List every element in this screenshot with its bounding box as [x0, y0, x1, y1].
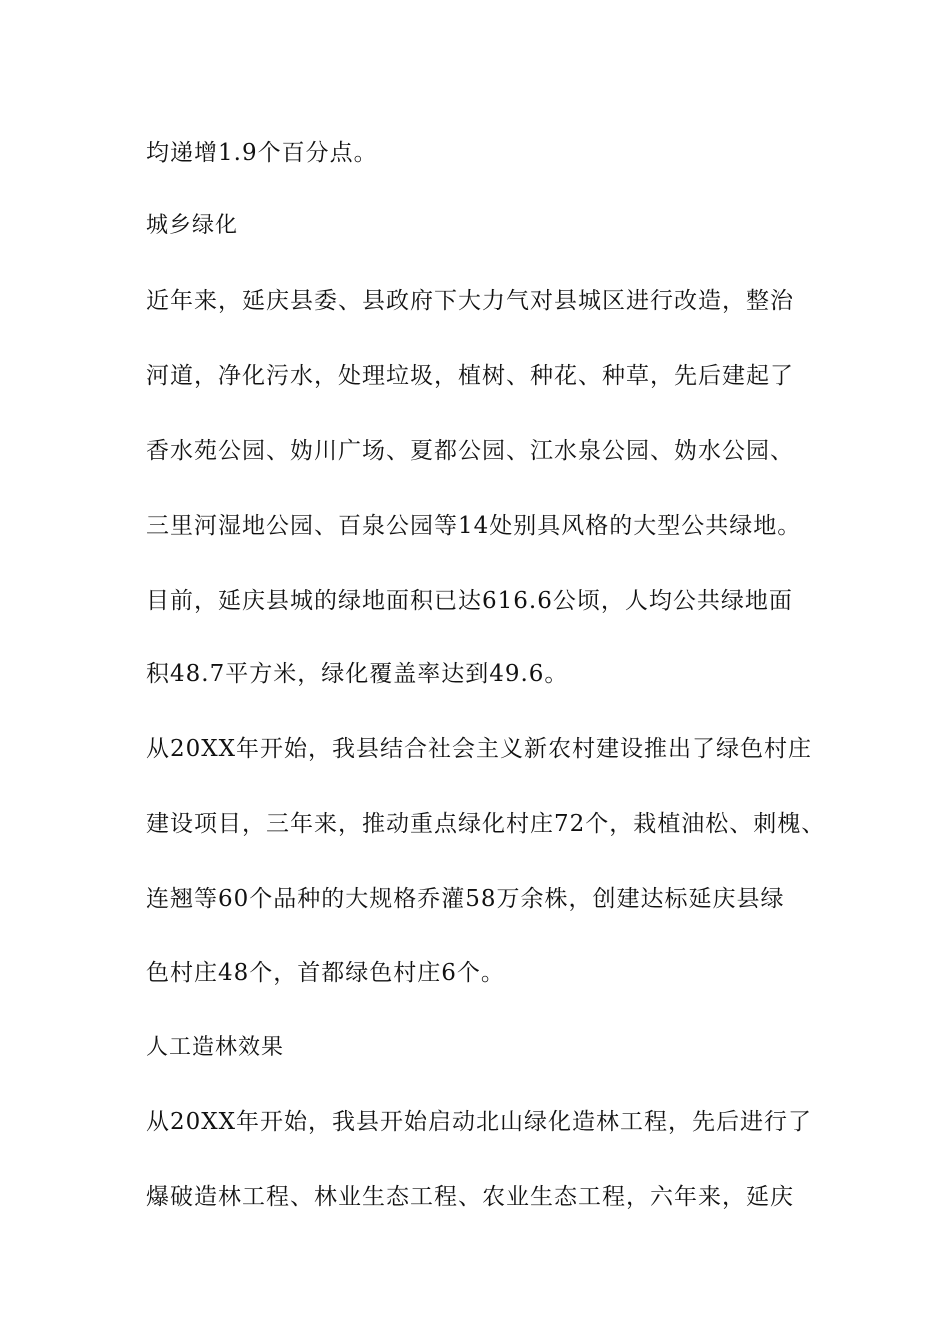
paragraph-line: 爆破造林工程、林业生态工程、农业生态工程，六年来，延庆 [146, 1184, 794, 1210]
paragraph-line: 均递增1.9个百分点。 [146, 140, 378, 166]
section-heading-afforestation-results: 人工造林效果 [146, 1035, 285, 1060]
paragraph-line: 建设项目，三年来，推动重点绿化村庄72个，栽植油松、刺槐、 [146, 811, 826, 837]
paragraph-line: 目前，延庆县城的绿地面积已达616.6公顷，人均公共绿地面 [146, 588, 793, 614]
paragraph-line: 色村庄48个，首都绿色村庄6个。 [146, 960, 505, 986]
paragraph-line: 近年来，延庆县委、县政府下大力气对县城区进行改造，整治 [146, 288, 794, 314]
paragraph-line: 从20XX年开始，我县开始启动北山绿化造林工程，先后进行了 [146, 1109, 813, 1135]
paragraph-line: 香水苑公园、妫川广场、夏都公园、江水泉公园、妫水公园、 [146, 438, 794, 464]
section-heading-urban-rural-greening: 城乡绿化 [146, 213, 239, 238]
paragraph-line: 从20XX年开始，我县结合社会主义新农村建设推出了绿色村庄 [146, 736, 813, 762]
paragraph-line: 三里河湿地公园、百泉公园等14处别具风格的大型公共绿地。 [146, 513, 802, 539]
paragraph-line: 河道，净化污水，处理垃圾，植树、种花、种草，先后建起了 [146, 363, 794, 389]
paragraph-line: 连翘等60个品种的大规格乔灌58万余株，创建达标延庆县绿 [146, 886, 785, 912]
paragraph-line: 积48.7平方米，绿化覆盖率达到49.6。 [146, 661, 569, 687]
